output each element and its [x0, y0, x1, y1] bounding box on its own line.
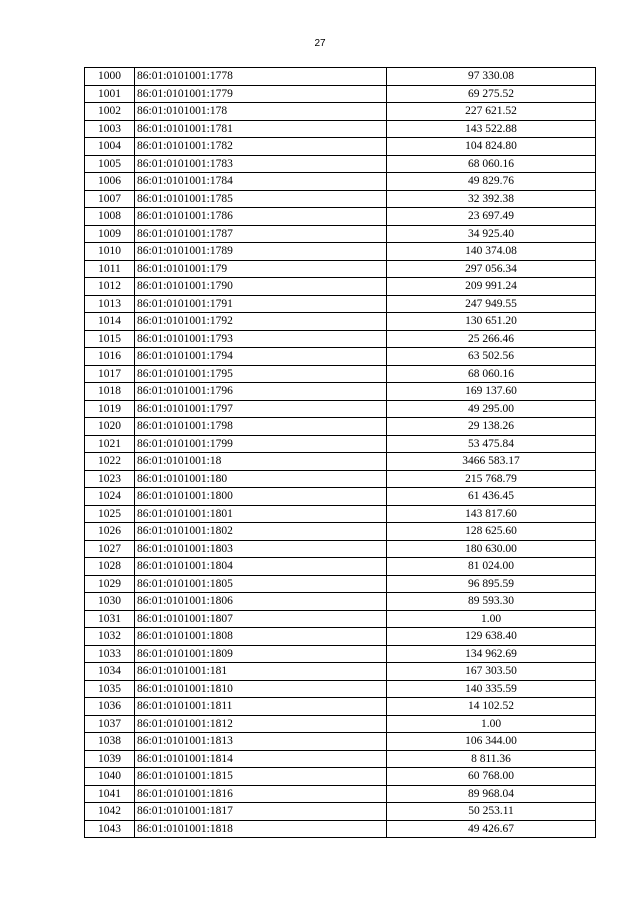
table-row: [85, 698, 596, 716]
table-body: [85, 68, 596, 838]
table-row: [85, 558, 596, 576]
row-number-cell: 1002: [85, 103, 135, 121]
table-row: [85, 103, 596, 121]
table-row: [85, 470, 596, 488]
cadastral-value-cell: 96 895.59: [387, 575, 596, 593]
row-number-cell: 1028: [85, 558, 135, 576]
row-number-cell: 1038: [85, 733, 135, 751]
row-number-cell: 1027: [85, 540, 135, 558]
cadastral-value-cell: 49 295.00: [387, 400, 596, 418]
cadastral-number-cell: 86:01:0101001:1790: [135, 278, 387, 296]
cadastral-value-cell: 106 344.00: [387, 733, 596, 751]
cadastral-value-cell: 69 275.52: [387, 85, 596, 103]
cadastral-value-cell: 81 024.00: [387, 558, 596, 576]
table-row: [85, 523, 596, 541]
cadastral-number-cell: 86:01:0101001:1778: [135, 68, 387, 86]
cadastral-value-cell: 14 102.52: [387, 698, 596, 716]
cadastral-number-cell: 86:01:0101001:1786: [135, 208, 387, 226]
table-row: [85, 453, 596, 471]
row-number-cell: 1030: [85, 593, 135, 611]
table-row: [85, 85, 596, 103]
table-row: [85, 120, 596, 138]
cadastral-number-cell: 86:01:0101001:1796: [135, 383, 387, 401]
cadastral-value-cell: 3466 583.17: [387, 453, 596, 471]
cadastral-value-cell: 29 138.26: [387, 418, 596, 436]
cadastral-value-cell: 143 522.88: [387, 120, 596, 138]
cadastral-number-cell: 86:01:0101001:1791: [135, 295, 387, 313]
table-row: [85, 173, 596, 191]
cadastral-value-cell: 140 374.08: [387, 243, 596, 261]
cadastral-value-cell: 89 968.04: [387, 785, 596, 803]
cadastral-number-cell: 86:01:0101001:1814: [135, 750, 387, 768]
cadastral-number-cell: 86:01:0101001:1799: [135, 435, 387, 453]
cadastral-value-cell: 227 621.52: [387, 103, 596, 121]
table-row: [85, 750, 596, 768]
cadastral-value-cell: 130 651.20: [387, 313, 596, 331]
cadastral-value-cell: 134 962.69: [387, 645, 596, 663]
row-number-cell: 1001: [85, 85, 135, 103]
cadastral-value-cell: 68 060.16: [387, 155, 596, 173]
table-row: [85, 628, 596, 646]
cadastral-value-cell: 297 056.34: [387, 260, 596, 278]
cadastral-value-cell: 247 949.55: [387, 295, 596, 313]
row-number-cell: 1003: [85, 120, 135, 138]
page-number: 27: [314, 38, 326, 49]
row-number-cell: 1024: [85, 488, 135, 506]
cadastral-number-cell: 86:01:0101001:1798: [135, 418, 387, 436]
cadastral-number-cell: 86:01:0101001:1789: [135, 243, 387, 261]
table-row: [85, 225, 596, 243]
row-number-cell: 1004: [85, 138, 135, 156]
row-number-cell: 1031: [85, 610, 135, 628]
table-row: [85, 610, 596, 628]
cadastral-value-cell: 25 266.46: [387, 330, 596, 348]
table-row: [85, 365, 596, 383]
row-number-cell: 1019: [85, 400, 135, 418]
row-number-cell: 1015: [85, 330, 135, 348]
row-number-cell: 1022: [85, 453, 135, 471]
cadastral-number-cell: 86:01:0101001:1783: [135, 155, 387, 173]
cadastral-number-cell: 86:01:0101001:1784: [135, 173, 387, 191]
cadastral-number-cell: 86:01:0101001:1810: [135, 680, 387, 698]
cadastral-value-cell: 68 060.16: [387, 365, 596, 383]
cadastral-value-cell: 50 253.11: [387, 803, 596, 821]
table-row: [85, 575, 596, 593]
row-number-cell: 1008: [85, 208, 135, 226]
row-number-cell: 1029: [85, 575, 135, 593]
cadastral-number-cell: 86:01:0101001:1785: [135, 190, 387, 208]
cadastral-number-cell: 86:01:0101001:1807: [135, 610, 387, 628]
row-number-cell: 1020: [85, 418, 135, 436]
cadastral-number-cell: 86:01:0101001:181: [135, 663, 387, 681]
cadastral-number-cell: 86:01:0101001:1800: [135, 488, 387, 506]
row-number-cell: 1014: [85, 313, 135, 331]
row-number-cell: 1033: [85, 645, 135, 663]
cadastral-number-cell: 86:01:0101001:1795: [135, 365, 387, 383]
cadastral-value-cell: 1.00: [387, 610, 596, 628]
cadastral-number-cell: 86:01:0101001:1781: [135, 120, 387, 138]
cadastral-number-cell: 86:01:0101001:1797: [135, 400, 387, 418]
cadastral-value-cell: 143 817.60: [387, 505, 596, 523]
cadastral-value-cell: 89 593.30: [387, 593, 596, 611]
table-row: [85, 593, 596, 611]
table-row: [85, 295, 596, 313]
table-row: [85, 400, 596, 418]
cadastral-number-cell: 86:01:0101001:18: [135, 453, 387, 471]
cadastral-number-cell: 86:01:0101001:1812: [135, 715, 387, 733]
cadastral-value-cell: 61 436.45: [387, 488, 596, 506]
table-row: [85, 645, 596, 663]
table-row: [85, 313, 596, 331]
table-row: [85, 208, 596, 226]
table-row: [85, 383, 596, 401]
cadastral-value-cell: 169 137.60: [387, 383, 596, 401]
row-number-cell: 1032: [85, 628, 135, 646]
row-number-cell: 1040: [85, 768, 135, 786]
cadastral-value-cell: 104 824.80: [387, 138, 596, 156]
cadastral-number-cell: 86:01:0101001:1813: [135, 733, 387, 751]
row-number-cell: 1043: [85, 820, 135, 838]
row-number-cell: 1018: [85, 383, 135, 401]
table-row: [85, 768, 596, 786]
cadastral-number-cell: 86:01:0101001:1803: [135, 540, 387, 558]
cadastral-number-cell: 86:01:0101001:1793: [135, 330, 387, 348]
cadastral-value-cell: 1.00: [387, 715, 596, 733]
row-number-cell: 1036: [85, 698, 135, 716]
cadastral-value-cell: 129 638.40: [387, 628, 596, 646]
table-row: [85, 663, 596, 681]
cadastral-value-cell: 23 697.49: [387, 208, 596, 226]
table-row: [85, 785, 596, 803]
cadastral-number-cell: 86:01:0101001:1806: [135, 593, 387, 611]
row-number-cell: 1009: [85, 225, 135, 243]
table-row: [85, 348, 596, 366]
cadastral-number-cell: 86:01:0101001:1801: [135, 505, 387, 523]
row-number-cell: 1016: [85, 348, 135, 366]
cadastral-number-cell: 86:01:0101001:1808: [135, 628, 387, 646]
cadastral-value-table: [84, 67, 596, 838]
cadastral-value-cell: 167 303.50: [387, 663, 596, 681]
cadastral-number-cell: 86:01:0101001:1782: [135, 138, 387, 156]
cadastral-number-cell: 86:01:0101001:1805: [135, 575, 387, 593]
cadastral-value-cell: 49 829.76: [387, 173, 596, 191]
table-row: [85, 680, 596, 698]
cadastral-value-cell: 34 925.40: [387, 225, 596, 243]
row-number-cell: 1041: [85, 785, 135, 803]
cadastral-number-cell: 86:01:0101001:1815: [135, 768, 387, 786]
table-row: [85, 715, 596, 733]
row-number-cell: 1025: [85, 505, 135, 523]
table-row: [85, 488, 596, 506]
table-row: [85, 155, 596, 173]
table-row: [85, 243, 596, 261]
table-row: [85, 418, 596, 436]
row-number-cell: 1007: [85, 190, 135, 208]
row-number-cell: 1005: [85, 155, 135, 173]
cadastral-number-cell: 86:01:0101001:1811: [135, 698, 387, 716]
row-number-cell: 1011: [85, 260, 135, 278]
table-row: [85, 505, 596, 523]
table-row: [85, 733, 596, 751]
row-number-cell: 1034: [85, 663, 135, 681]
cadastral-number-cell: 86:01:0101001:180: [135, 470, 387, 488]
cadastral-number-cell: 86:01:0101001:1816: [135, 785, 387, 803]
row-number-cell: 1042: [85, 803, 135, 821]
cadastral-number-cell: 86:01:0101001:1804: [135, 558, 387, 576]
cadastral-value-cell: 32 392.38: [387, 190, 596, 208]
row-number-cell: 1035: [85, 680, 135, 698]
row-number-cell: 1039: [85, 750, 135, 768]
row-number-cell: 1026: [85, 523, 135, 541]
row-number-cell: 1023: [85, 470, 135, 488]
cadastral-value-cell: 128 625.60: [387, 523, 596, 541]
row-number-cell: 1037: [85, 715, 135, 733]
table-row: [85, 138, 596, 156]
table-row: [85, 330, 596, 348]
row-number-cell: 1006: [85, 173, 135, 191]
cadastral-number-cell: 86:01:0101001:1794: [135, 348, 387, 366]
cadastral-value-cell: 60 768.00: [387, 768, 596, 786]
table-row: [85, 260, 596, 278]
cadastral-value-cell: 53 475.84: [387, 435, 596, 453]
cadastral-value-cell: 63 502.56: [387, 348, 596, 366]
table-row: [85, 68, 596, 86]
cadastral-value-cell: 209 991.24: [387, 278, 596, 296]
table-row: [85, 278, 596, 296]
row-number-cell: 1010: [85, 243, 135, 261]
cadastral-value-cell: 49 426.67: [387, 820, 596, 838]
row-number-cell: 1012: [85, 278, 135, 296]
table-row: [85, 820, 596, 838]
table-row: [85, 435, 596, 453]
cadastral-number-cell: 86:01:0101001:1818: [135, 820, 387, 838]
cadastral-value-cell: 8 811.36: [387, 750, 596, 768]
cadastral-value-cell: 180 630.00: [387, 540, 596, 558]
cadastral-number-cell: 86:01:0101001:1779: [135, 85, 387, 103]
cadastral-value-cell: 140 335.59: [387, 680, 596, 698]
cadastral-value-cell: 215 768.79: [387, 470, 596, 488]
cadastral-number-cell: 86:01:0101001:1787: [135, 225, 387, 243]
cadastral-number-cell: 86:01:0101001:1817: [135, 803, 387, 821]
row-number-cell: 1021: [85, 435, 135, 453]
cadastral-number-cell: 86:01:0101001:1792: [135, 313, 387, 331]
cadastral-number-cell: 86:01:0101001:178: [135, 103, 387, 121]
table-row: [85, 803, 596, 821]
table-row: [85, 190, 596, 208]
cadastral-number-cell: 86:01:0101001:179: [135, 260, 387, 278]
row-number-cell: 1000: [85, 68, 135, 86]
cadastral-number-cell: 86:01:0101001:1802: [135, 523, 387, 541]
row-number-cell: 1017: [85, 365, 135, 383]
row-number-cell: 1013: [85, 295, 135, 313]
table-row: [85, 540, 596, 558]
cadastral-value-cell: 97 330.08: [387, 68, 596, 86]
cadastral-number-cell: 86:01:0101001:1809: [135, 645, 387, 663]
